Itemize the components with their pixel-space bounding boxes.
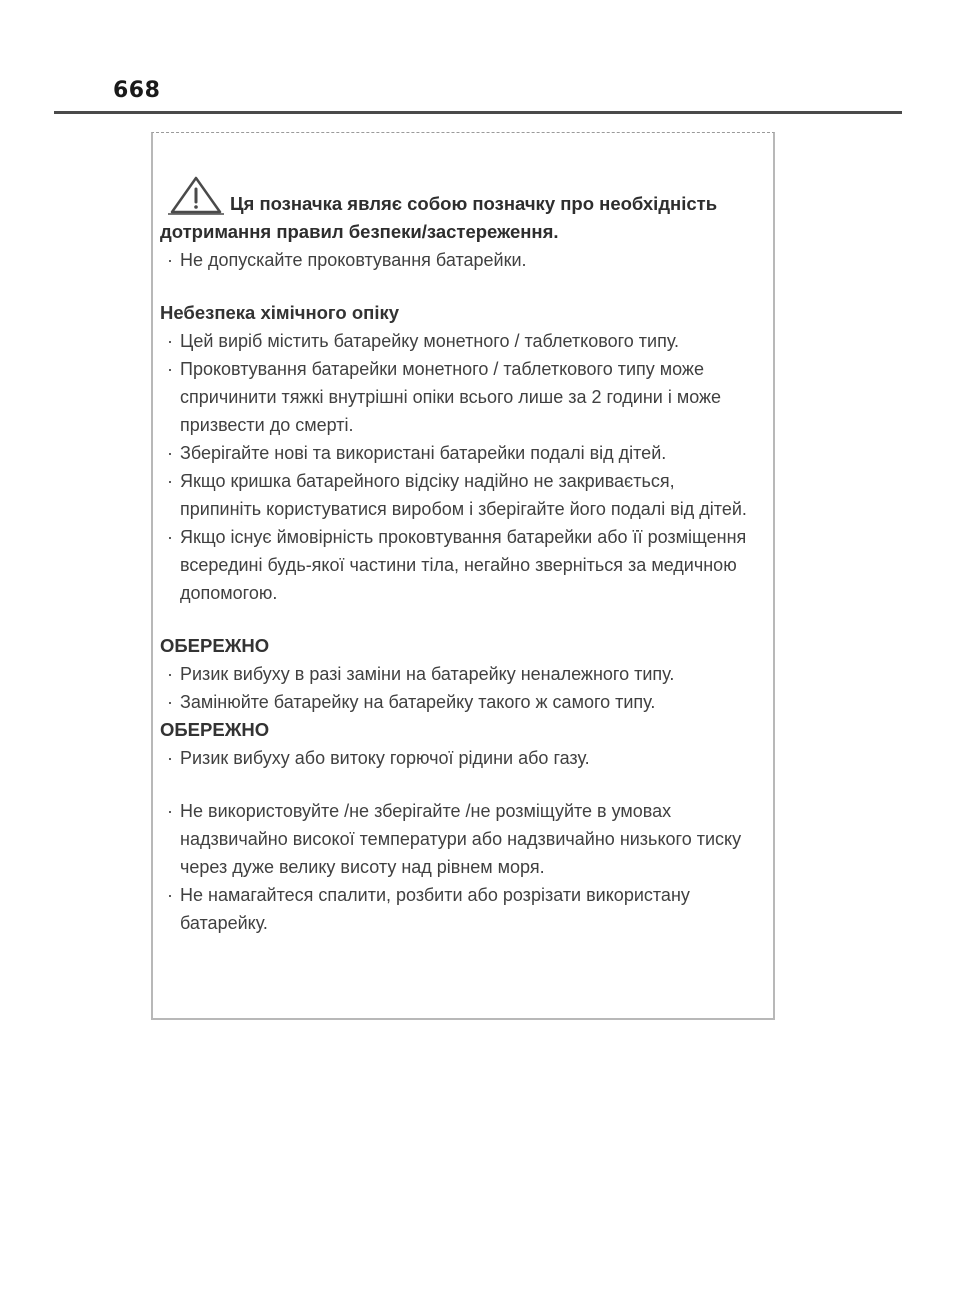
warning-triangle-icon [168, 176, 224, 216]
notice-heading [160, 176, 760, 246]
list-item: · Проковтування батарейки монетного / таблеткового типу може спричинити тяжкі внутрішні опіки всього лише за 2 години і може призвести до смерті. [167, 359, 722, 435]
list-item: · Не намагайтеся спалити, розбити або розрізати використану батарейку. [167, 885, 690, 933]
list-item: · Замінюйте батарейку на батарейку такого ж самого типу. [167, 692, 656, 712]
chemical-burn-title: Небезпека хімічного опіку [160, 302, 400, 323]
list-item: · Цей виріб містить батарейку монетного / таблеткового типу. [167, 331, 680, 351]
list-item: · Якщо існує ймовірність проковтування батарейки або її розміщення всередині будь-якої частини тіла, негайно зверніться за медичною допомогою. [167, 527, 747, 603]
page-number: 668 [113, 78, 161, 103]
caution-title: ОБЕРЕЖНО [160, 635, 270, 656]
notice-heading-line1: Ця позначка являє собою позначку про необхідність [230, 193, 718, 214]
list-item: · Ризик вибуху в разі заміни на батарейку неналежного типу. [167, 664, 675, 684]
list-item: · Ризик вибуху або витоку горючої рідини або газу. [167, 748, 590, 768]
list-item: · Не допускайте проковтування батарейки. [167, 250, 527, 270]
list-item: · Не використовуйте /не зберігайте /не розміщуйте в умовах надзвичайно високої температури або надзвичайно низького тиску через дуже велику висоту над рівнем моря. [167, 801, 742, 877]
notice-heading-line2: дотримання правил безпеки/застереження. [160, 221, 559, 242]
list-item: · Зберігайте нові та використані батарейки подалі від дітей. [167, 443, 667, 463]
caution-title: ОБЕРЕЖНО [160, 719, 270, 740]
list-item: · Якщо кришка батарейного відсіку надійно не закривається, припиніть користуватися виробом і зберігайте його подалі від дітей. [167, 471, 747, 519]
safety-notice-content [160, 176, 760, 937]
header-divider [54, 111, 902, 114]
